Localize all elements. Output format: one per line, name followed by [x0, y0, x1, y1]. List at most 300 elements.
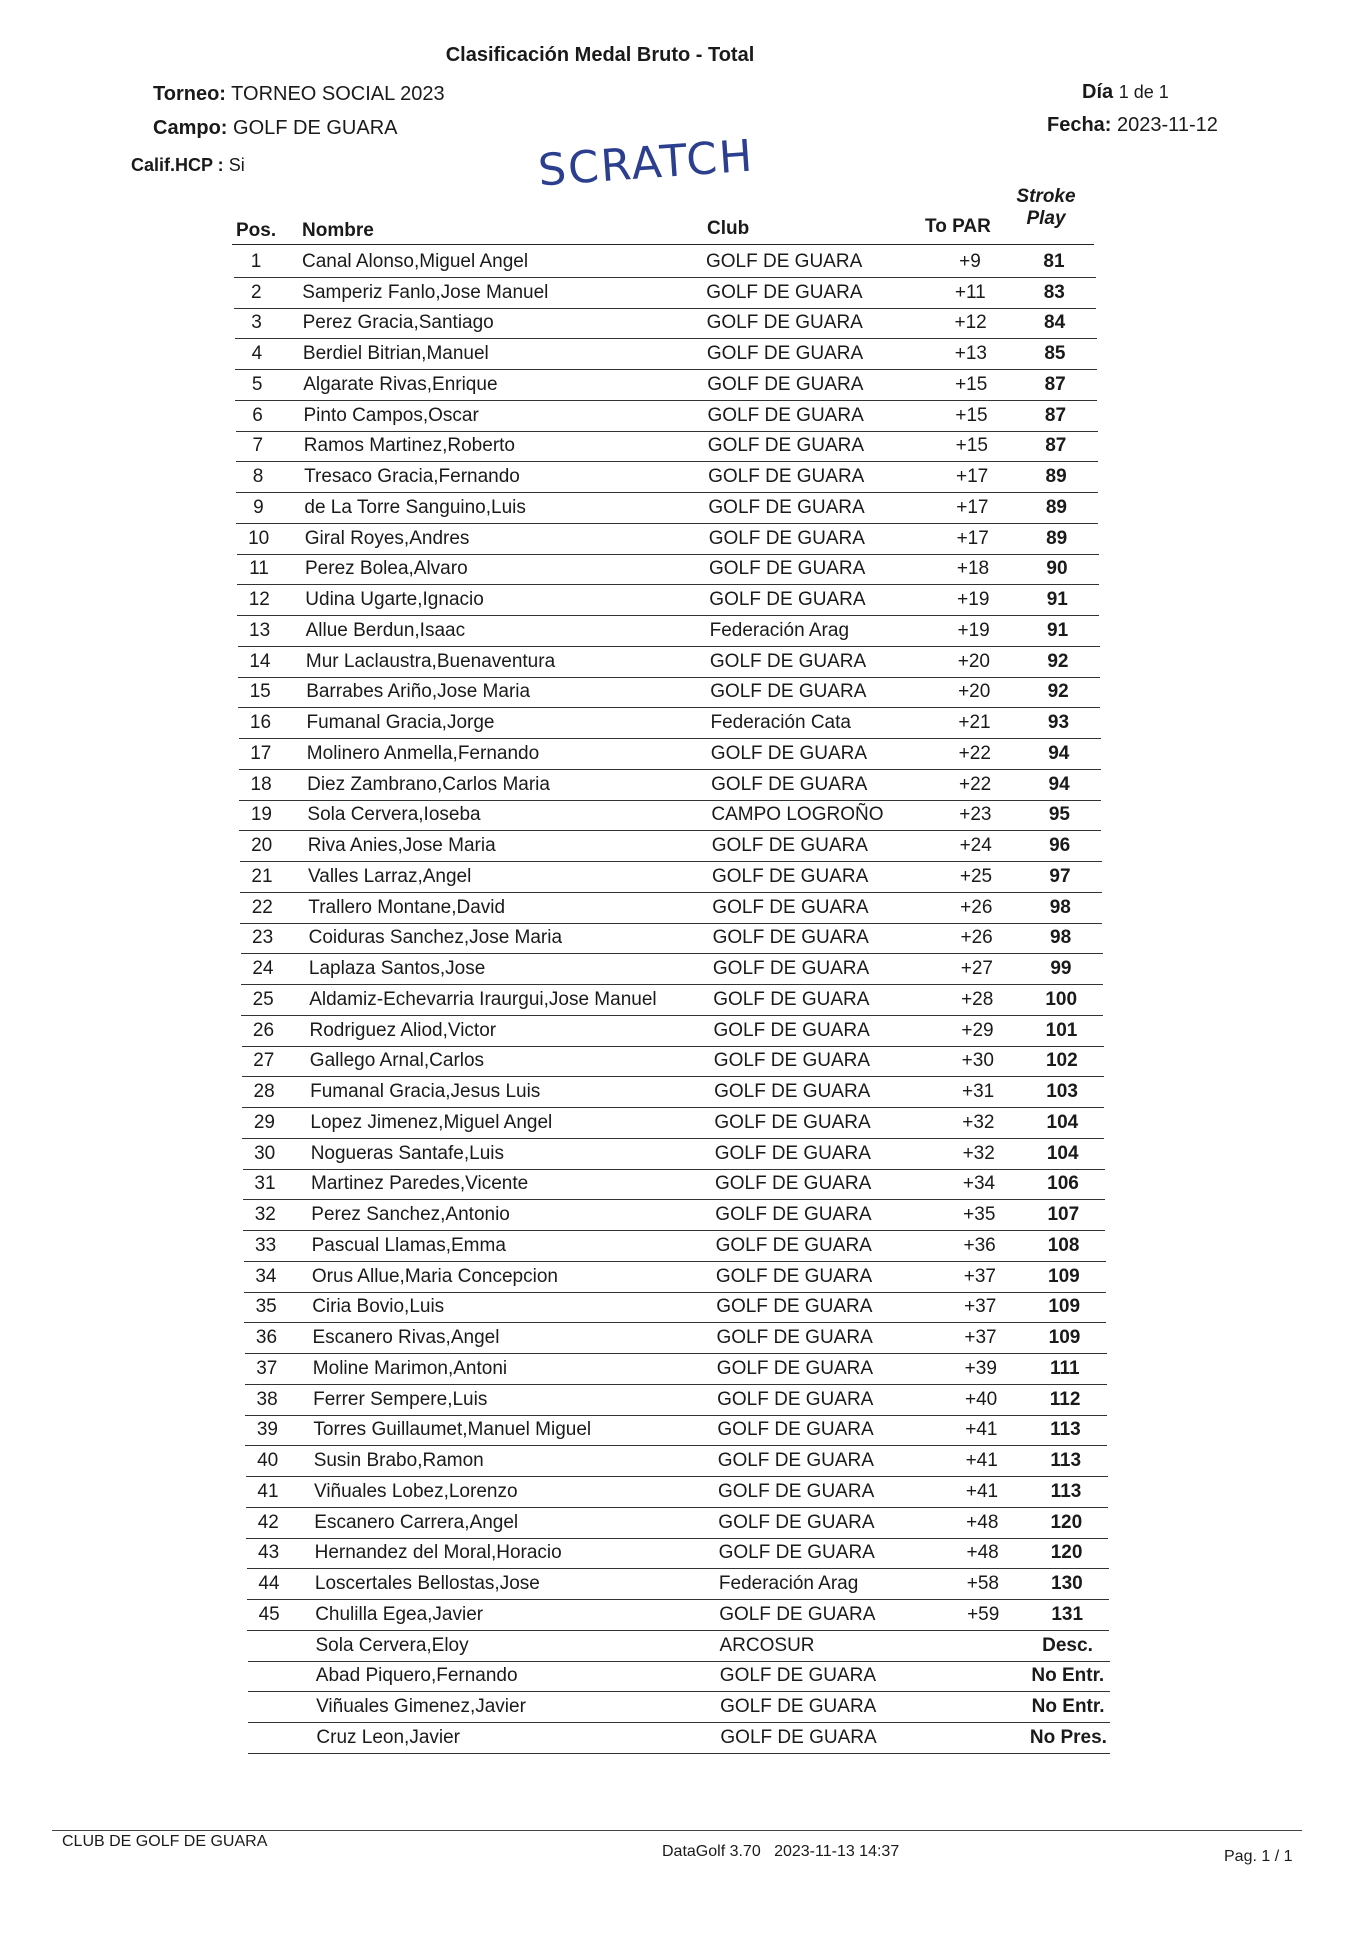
row-player-name: Trallero Montane,David [308, 896, 506, 918]
dia-line [1082, 81, 1169, 104]
row-position: 43 [258, 1542, 280, 1564]
table-row [243, 1138, 1105, 1170]
table-row [236, 461, 1098, 493]
row-position: 20 [251, 835, 273, 856]
calif-hcp-line [131, 155, 245, 176]
row-player-name: Perez Bolea,Alvaro [305, 558, 468, 580]
row-stroke-play: 111 [1049, 1357, 1080, 1379]
table-row [236, 431, 1098, 463]
table-row [248, 1661, 1110, 1693]
dia-label: Día [1082, 81, 1114, 103]
row-club: Federación Cata [710, 712, 851, 733]
torneo-line [153, 83, 445, 106]
table-row [245, 1415, 1107, 1447]
row-club: GOLF DE GUARA [715, 1234, 872, 1256]
row-club: GOLF DE GUARA [719, 1665, 877, 1687]
row-position: 24 [252, 958, 274, 979]
row-player-name: Chulilla Egea,Javier [315, 1603, 484, 1625]
row-stroke-play: 100 [1045, 988, 1078, 1010]
row-stroke-play: 87 [1045, 435, 1067, 457]
row-to-par: +37 [964, 1327, 997, 1348]
row-player-name: Nogueras Santafe,Luis [310, 1142, 504, 1164]
row-club: GOLF DE GUARA [715, 1173, 872, 1195]
row-player-name: Sola Cervera,Eloy [315, 1634, 469, 1656]
row-to-par: +22 [958, 742, 991, 764]
row-player-name: Giral Royes,Andres [304, 527, 470, 549]
row-club: GOLF DE GUARA [713, 988, 870, 1010]
row-to-par: +12 [954, 312, 987, 334]
row-stroke-play: 90 [1046, 558, 1068, 580]
row-position: 14 [249, 650, 271, 672]
row-stroke-play: No Entr. [1031, 1696, 1105, 1717]
row-position: 13 [249, 619, 271, 641]
row-to-par: +28 [961, 988, 994, 1010]
row-club: GOLF DE GUARA [716, 1357, 874, 1379]
table-row [243, 1169, 1105, 1201]
row-club: GOLF DE GUARA [720, 1726, 877, 1748]
row-position: 41 [257, 1480, 279, 1502]
row-position: 38 [256, 1388, 278, 1410]
row-to-par: +22 [958, 773, 992, 795]
row-stroke-play: 99 [1050, 958, 1072, 979]
row-stroke-play: 107 [1047, 1204, 1080, 1225]
row-club: GOLF DE GUARA [709, 558, 866, 580]
row-to-par: +19 [957, 619, 990, 641]
campo-line [153, 117, 398, 140]
row-to-par: +25 [959, 865, 993, 887]
row-stroke-play: 109 [1048, 1265, 1080, 1287]
table-row [239, 769, 1101, 801]
row-stroke-play: 98 [1049, 896, 1071, 918]
row-club: GOLF DE GUARA [708, 496, 865, 518]
row-stroke-play: 91 [1047, 619, 1069, 641]
row-to-par: +19 [957, 589, 990, 610]
row-position: 40 [257, 1450, 279, 1471]
row-club: GOLF DE GUARA [712, 927, 869, 949]
row-player-name: Allue Berdun,Isaac [305, 619, 466, 641]
table-row [247, 1538, 1109, 1570]
row-player-name: Riva Anies,Jose Maria [307, 835, 496, 856]
table-row [248, 1691, 1110, 1723]
row-stroke-play: 98 [1050, 927, 1072, 949]
row-stroke-play: 112 [1049, 1388, 1081, 1410]
row-club: GOLF DE GUARA [706, 312, 863, 334]
row-stroke-play: 89 [1045, 466, 1067, 487]
torneo-label: Torneo: [153, 83, 226, 105]
row-player-name: Ramos Martinez,Roberto [303, 435, 515, 457]
row-player-name: Escanero Carrera,Angel [314, 1511, 519, 1533]
table-row [241, 953, 1103, 985]
row-to-par: +48 [966, 1542, 999, 1564]
column-header-stroke: Stroke [1016, 186, 1076, 207]
row-club: GOLF DE GUARA [715, 1204, 872, 1225]
row-player-name: Torres Guillaumet,Manuel Miguel [313, 1419, 592, 1441]
table-row [240, 830, 1102, 862]
row-club: GOLF DE GUARA [715, 1265, 873, 1287]
row-position: 17 [250, 742, 272, 764]
footer-club: CLUB DE GOLF DE GUARA [62, 1833, 268, 1850]
row-position: 7 [252, 435, 264, 457]
table-row [248, 1630, 1110, 1662]
row-player-name: Coiduras Sanchez,Jose Maria [308, 927, 563, 949]
row-to-par: +13 [954, 343, 987, 364]
row-stroke-play: 113 [1050, 1419, 1081, 1441]
row-club: GOLF DE GUARA [718, 1542, 875, 1564]
row-position: 37 [256, 1357, 278, 1379]
row-to-par: +17 [956, 527, 989, 549]
table-row [236, 492, 1098, 524]
row-player-name: Susin Brabo,Ramon [313, 1450, 484, 1471]
row-player-name: Barrabes Ariño,Jose Maria [306, 681, 531, 703]
row-club: GOLF DE GUARA [717, 1388, 874, 1410]
row-player-name: Perez Sanchez,Antonio [311, 1204, 510, 1225]
table-row [236, 400, 1098, 432]
row-position: 32 [254, 1204, 276, 1225]
row-stroke-play: 85 [1044, 343, 1066, 364]
table-row [245, 1322, 1107, 1354]
row-position: 26 [252, 1019, 275, 1041]
row-position: 19 [250, 804, 272, 826]
row-player-name: Cruz Leon,Javier [316, 1726, 461, 1748]
table-row [244, 1261, 1106, 1293]
table-row [237, 554, 1099, 586]
table-header-rule [232, 244, 1094, 245]
row-position: 18 [250, 773, 272, 795]
row-position: 30 [254, 1142, 276, 1164]
row-to-par: +30 [961, 1050, 994, 1072]
row-position: 4 [251, 343, 263, 364]
column-header-play: Play [1026, 208, 1066, 229]
fecha-label: Fecha: [1047, 114, 1112, 136]
row-position: 10 [248, 527, 270, 549]
row-to-par: +17 [956, 496, 989, 518]
table-row [242, 1015, 1104, 1047]
row-to-par: +39 [964, 1357, 997, 1379]
row-stroke-play: 103 [1046, 1081, 1078, 1102]
row-club: GOLF DE GUARA [710, 681, 867, 703]
row-club: ARCOSUR [719, 1634, 815, 1656]
row-player-name: Sola Cervera,Ioseba [307, 804, 481, 826]
row-stroke-play: No Entr. [1031, 1665, 1105, 1687]
row-to-par: +29 [961, 1019, 994, 1041]
row-position: 45 [258, 1603, 280, 1625]
row-stroke-play: 120 [1050, 1511, 1083, 1533]
row-club: GOLF DE GUARA [714, 1111, 871, 1133]
row-player-name: Perez Gracia,Santiago [302, 312, 494, 334]
row-to-par: +34 [962, 1173, 996, 1195]
table-row [239, 707, 1101, 739]
row-club: GOLF DE GUARA [707, 373, 864, 395]
fecha-value: 2023-11-12 [1117, 114, 1218, 136]
row-player-name: Laplaza Santos,Jose [308, 958, 486, 979]
row-club: GOLF DE GUARA [706, 343, 864, 364]
row-to-par: +31 [961, 1081, 995, 1102]
row-stroke-play: 97 [1049, 865, 1071, 887]
row-player-name: Lopez Jimenez,Miguel Angel [310, 1111, 553, 1133]
row-club: GOLF DE GUARA [706, 250, 863, 272]
row-stroke-play: 120 [1050, 1542, 1083, 1564]
row-player-name: Algarate Rivas,Enrique [303, 373, 498, 395]
row-to-par: +58 [966, 1573, 999, 1594]
table-row [237, 523, 1099, 555]
row-stroke-play: 130 [1051, 1573, 1083, 1594]
calif-hcp-label: Calif.HCP : [131, 155, 224, 175]
table-row [246, 1507, 1108, 1539]
row-to-par: +15 [955, 435, 988, 457]
row-club: GOLF DE GUARA [712, 865, 869, 887]
table-row [235, 369, 1097, 401]
row-player-name: Pinto Campos,Oscar [303, 404, 479, 426]
row-club: GOLF DE GUARA [718, 1480, 875, 1502]
row-player-name: Moline Marimon,Antoni [312, 1357, 508, 1379]
table-row [245, 1353, 1107, 1385]
table-row [243, 1199, 1105, 1231]
row-position: 34 [255, 1265, 277, 1287]
calif-hcp-value: Si [228, 155, 245, 175]
row-to-par: +21 [958, 712, 991, 733]
row-to-par: +59 [967, 1603, 1000, 1625]
row-to-par: +32 [962, 1111, 995, 1133]
row-position: 3 [251, 312, 262, 334]
row-player-name: Ferrer Sempere,Luis [313, 1388, 488, 1410]
row-club: GOLF DE GUARA [718, 1511, 875, 1533]
row-position: 8 [252, 466, 264, 487]
table-row [240, 861, 1102, 893]
row-position: 11 [249, 558, 269, 580]
row-player-name: de La Torre Sanguino,Luis [304, 496, 526, 518]
row-position: 36 [255, 1327, 278, 1348]
column-header-pos: Pos. [236, 220, 277, 241]
row-stroke-play: 113 [1050, 1450, 1082, 1471]
footer-software-version: DataGolf 3.70 [662, 1843, 761, 1860]
row-player-name: Valles Larraz,Angel [308, 865, 472, 887]
column-header-to-par: To PAR [925, 216, 991, 237]
row-to-par: +40 [964, 1388, 998, 1410]
row-club: GOLF DE GUARA [707, 404, 864, 426]
table-row [248, 1722, 1110, 1754]
row-to-par: +32 [962, 1142, 995, 1164]
table-row [238, 677, 1100, 709]
table-row [245, 1384, 1107, 1416]
row-to-par: +36 [963, 1234, 996, 1256]
row-to-par: +37 [964, 1296, 997, 1318]
row-position: 44 [258, 1573, 280, 1594]
row-club: CAMPO LOGROÑO [711, 804, 884, 826]
row-to-par: +37 [963, 1265, 996, 1287]
column-header-stroke-play [1006, 186, 1086, 230]
row-to-par: +26 [960, 927, 993, 949]
table-row [244, 1230, 1106, 1262]
table-row [238, 615, 1100, 647]
row-stroke-play: No Pres. [1029, 1726, 1107, 1748]
row-to-par: +23 [959, 804, 992, 826]
row-to-par: +18 [956, 558, 990, 580]
row-player-name: Rodriguez Aliod,Victor [309, 1019, 497, 1041]
row-position: 22 [251, 896, 273, 918]
row-club: GOLF DE GUARA [712, 958, 870, 979]
row-to-par: +17 [955, 466, 989, 487]
row-player-name: Orus Allue,Maria Concepcion [311, 1265, 558, 1287]
row-player-name: Canal Alonso,Miguel Angel [302, 250, 529, 272]
row-player-name: Mur Laclaustra,Buenaventura [305, 650, 556, 672]
row-player-name: Tresaco Gracia,Fernando [304, 466, 520, 487]
row-club: GOLF DE GUARA [714, 1142, 871, 1164]
row-stroke-play: 94 [1048, 742, 1070, 764]
table-row [235, 308, 1097, 340]
row-club: GOLF DE GUARA [713, 1019, 870, 1041]
row-to-par: +24 [959, 835, 992, 856]
table-row [235, 338, 1097, 370]
row-player-name: Martinez Paredes,Vicente [311, 1173, 529, 1195]
row-player-name: Molinero Anmella,Fernando [306, 742, 540, 764]
row-club: GOLF DE GUARA [708, 466, 865, 487]
row-stroke-play: 95 [1048, 804, 1070, 826]
row-club: GOLF DE GUARA [713, 1050, 871, 1072]
row-stroke-play: 104 [1046, 1111, 1079, 1133]
table-row [234, 246, 1096, 278]
row-stroke-play: 92 [1047, 650, 1069, 672]
row-player-name: Escanero Rivas,Angel [312, 1327, 500, 1348]
row-player-name: Fumanal Gracia,Jesus Luis [310, 1081, 541, 1102]
row-club: GOLF DE GUARA [706, 281, 863, 303]
row-stroke-play: 81 [1043, 250, 1065, 272]
row-club: GOLF DE GUARA [720, 1696, 877, 1717]
row-club: Federación Arag [709, 619, 850, 641]
row-position: 6 [252, 404, 263, 426]
row-to-par: +20 [957, 650, 990, 672]
row-club: GOLF DE GUARA [717, 1450, 874, 1471]
dia-value: 1 de 1 [1118, 82, 1169, 102]
row-club: Federación Arag [718, 1573, 859, 1594]
row-position: 23 [252, 927, 274, 949]
row-stroke-play: Desc. [1042, 1634, 1093, 1656]
row-position: 27 [253, 1050, 275, 1072]
column-header-club: Club [707, 218, 750, 239]
row-club: GOLF DE GUARA [716, 1296, 873, 1318]
row-position: 9 [253, 496, 264, 518]
row-position: 15 [249, 681, 271, 703]
row-player-name: Berdiel Bitrian,Manuel [302, 343, 489, 364]
row-player-name: Fumanal Gracia,Jorge [306, 712, 495, 733]
row-stroke-play: 102 [1045, 1050, 1078, 1072]
row-stroke-play: 83 [1043, 281, 1065, 303]
table-row [244, 1292, 1106, 1324]
row-stroke-play: 104 [1046, 1142, 1079, 1164]
handwritten-scratch-note: SCRATCH [536, 130, 756, 197]
table-row [240, 892, 1102, 924]
row-stroke-play: 84 [1044, 312, 1066, 334]
row-position: 25 [252, 988, 274, 1010]
row-stroke-play: 93 [1047, 712, 1070, 733]
row-to-par: +41 [965, 1480, 999, 1502]
row-to-par: +15 [955, 373, 988, 395]
row-player-name: Gallego Arnal,Carlos [309, 1050, 485, 1072]
row-player-name: Ciria Bovio,Luis [312, 1296, 445, 1318]
table-row [237, 584, 1099, 616]
row-player-name: Viñuales Gimenez,Javier [316, 1696, 526, 1717]
table-row [234, 277, 1096, 309]
table-row [238, 646, 1100, 678]
row-stroke-play: 91 [1046, 589, 1068, 610]
row-position: 16 [249, 712, 272, 733]
row-stroke-play: 131 [1051, 1603, 1084, 1625]
footer-page-number: Pag. 1 / 1 [1224, 1848, 1293, 1865]
row-player-name: Aldamiz-Echevarria Iraurgui,Jose Manuel [309, 988, 657, 1010]
row-to-par: +20 [958, 681, 991, 703]
row-club: GOLF DE GUARA [707, 435, 865, 457]
row-player-name: Hernandez del Moral,Horacio [314, 1542, 562, 1564]
row-club: GOLF DE GUARA [716, 1327, 873, 1348]
table-row [239, 800, 1101, 832]
row-position: 28 [253, 1081, 275, 1102]
row-to-par: +48 [966, 1511, 999, 1533]
torneo-value: TORNEO SOCIAL 2023 [231, 83, 445, 105]
table-row [246, 1476, 1108, 1508]
row-position: 1 [250, 250, 262, 272]
row-to-par: +41 [965, 1450, 998, 1471]
row-to-par: +41 [965, 1419, 998, 1441]
row-player-name: Diez Zambrano,Carlos Maria [307, 773, 550, 795]
row-position: 29 [253, 1111, 275, 1133]
row-stroke-play: 113 [1050, 1480, 1082, 1502]
row-stroke-play: 96 [1049, 835, 1071, 856]
footer-print-timestamp: 2023-11-13 14:37 [774, 1843, 900, 1860]
table-row [239, 738, 1101, 770]
row-position: 5 [251, 373, 263, 395]
document-title: Clasificación Medal Bruto - Total [445, 44, 755, 66]
campo-value: GOLF DE GUARA [233, 117, 398, 139]
table-row [247, 1568, 1109, 1600]
row-club: GOLF DE GUARA [711, 773, 868, 795]
row-stroke-play: 94 [1048, 773, 1070, 795]
fecha-line [1047, 114, 1218, 137]
row-player-name: Viñuales Lobez,Lorenzo [314, 1480, 518, 1502]
row-player-name: Abad Piquero,Fernando [315, 1665, 518, 1687]
row-club: GOLF DE GUARA [709, 650, 867, 672]
row-club: GOLF DE GUARA [712, 896, 869, 918]
row-position: 31 [254, 1173, 276, 1195]
table-row [242, 1076, 1104, 1108]
row-position: 42 [257, 1511, 279, 1533]
table-row [242, 1107, 1104, 1139]
table-row [246, 1445, 1108, 1477]
row-stroke-play: 89 [1046, 527, 1068, 549]
row-club: GOLF DE GUARA [710, 742, 868, 764]
row-stroke-play: 108 [1047, 1234, 1080, 1256]
row-club: GOLF DE GUARA [719, 1603, 876, 1625]
footer-software [662, 1843, 899, 1861]
row-player-name: Pascual Llamas,Emma [311, 1234, 506, 1256]
row-stroke-play: 101 [1045, 1019, 1078, 1041]
row-stroke-play: 87 [1044, 404, 1067, 426]
table-row [247, 1599, 1109, 1631]
row-position: 2 [251, 281, 262, 303]
row-stroke-play: 87 [1044, 373, 1066, 395]
row-to-par: +26 [960, 896, 993, 918]
row-to-par: +15 [955, 404, 988, 426]
row-position: 39 [256, 1419, 278, 1441]
row-club: GOLF DE GUARA [711, 835, 868, 856]
row-to-par: +11 [954, 281, 986, 303]
row-stroke-play: 109 [1048, 1296, 1081, 1318]
footer-rule [52, 1830, 1302, 1831]
campo-label: Campo: [153, 117, 228, 139]
row-stroke-play: 106 [1047, 1173, 1079, 1195]
row-club: GOLF DE GUARA [709, 589, 866, 610]
row-to-par: +35 [963, 1204, 996, 1225]
row-stroke-play: 92 [1047, 681, 1069, 703]
row-club: GOLF DE GUARA [708, 527, 865, 549]
